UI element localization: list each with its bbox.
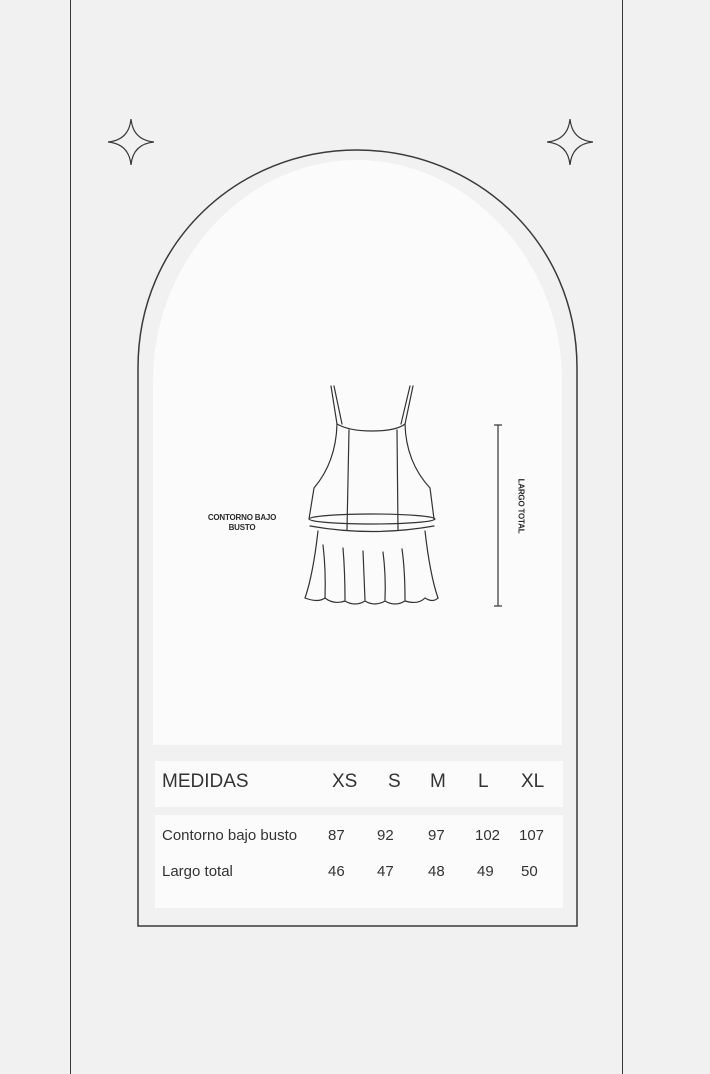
- table-cell: 102: [475, 827, 501, 844]
- contorno-bajo-busto-label: CONTORNO BAJO BUSTO: [207, 513, 277, 532]
- header-xl: XL: [521, 771, 545, 792]
- table-cell: 48: [428, 863, 445, 880]
- table-cell: 50: [521, 863, 538, 880]
- table-cell: 46: [328, 863, 345, 880]
- left-strap-outer: [331, 386, 337, 424]
- header-s: S: [388, 771, 401, 792]
- size-table-body: [155, 815, 563, 908]
- left-strap-inner: [334, 386, 342, 424]
- header-l: L: [478, 771, 489, 792]
- table-cell: 92: [377, 827, 394, 844]
- table-cell: 97: [428, 827, 445, 844]
- header-xs: XS: [332, 771, 358, 792]
- row-label: Contorno bajo busto: [162, 827, 298, 844]
- table-cell: 107: [519, 827, 545, 844]
- table-cell: 49: [477, 863, 494, 880]
- header-medidas: MEDIDAS: [162, 771, 249, 792]
- table-cell: 87: [328, 827, 345, 844]
- largo-total-label: LARGO TOTAL: [516, 478, 526, 534]
- size-table-header: [155, 761, 563, 807]
- header-m: M: [430, 771, 446, 792]
- table-cell: 47: [377, 863, 394, 880]
- row-label: Largo total: [162, 863, 233, 880]
